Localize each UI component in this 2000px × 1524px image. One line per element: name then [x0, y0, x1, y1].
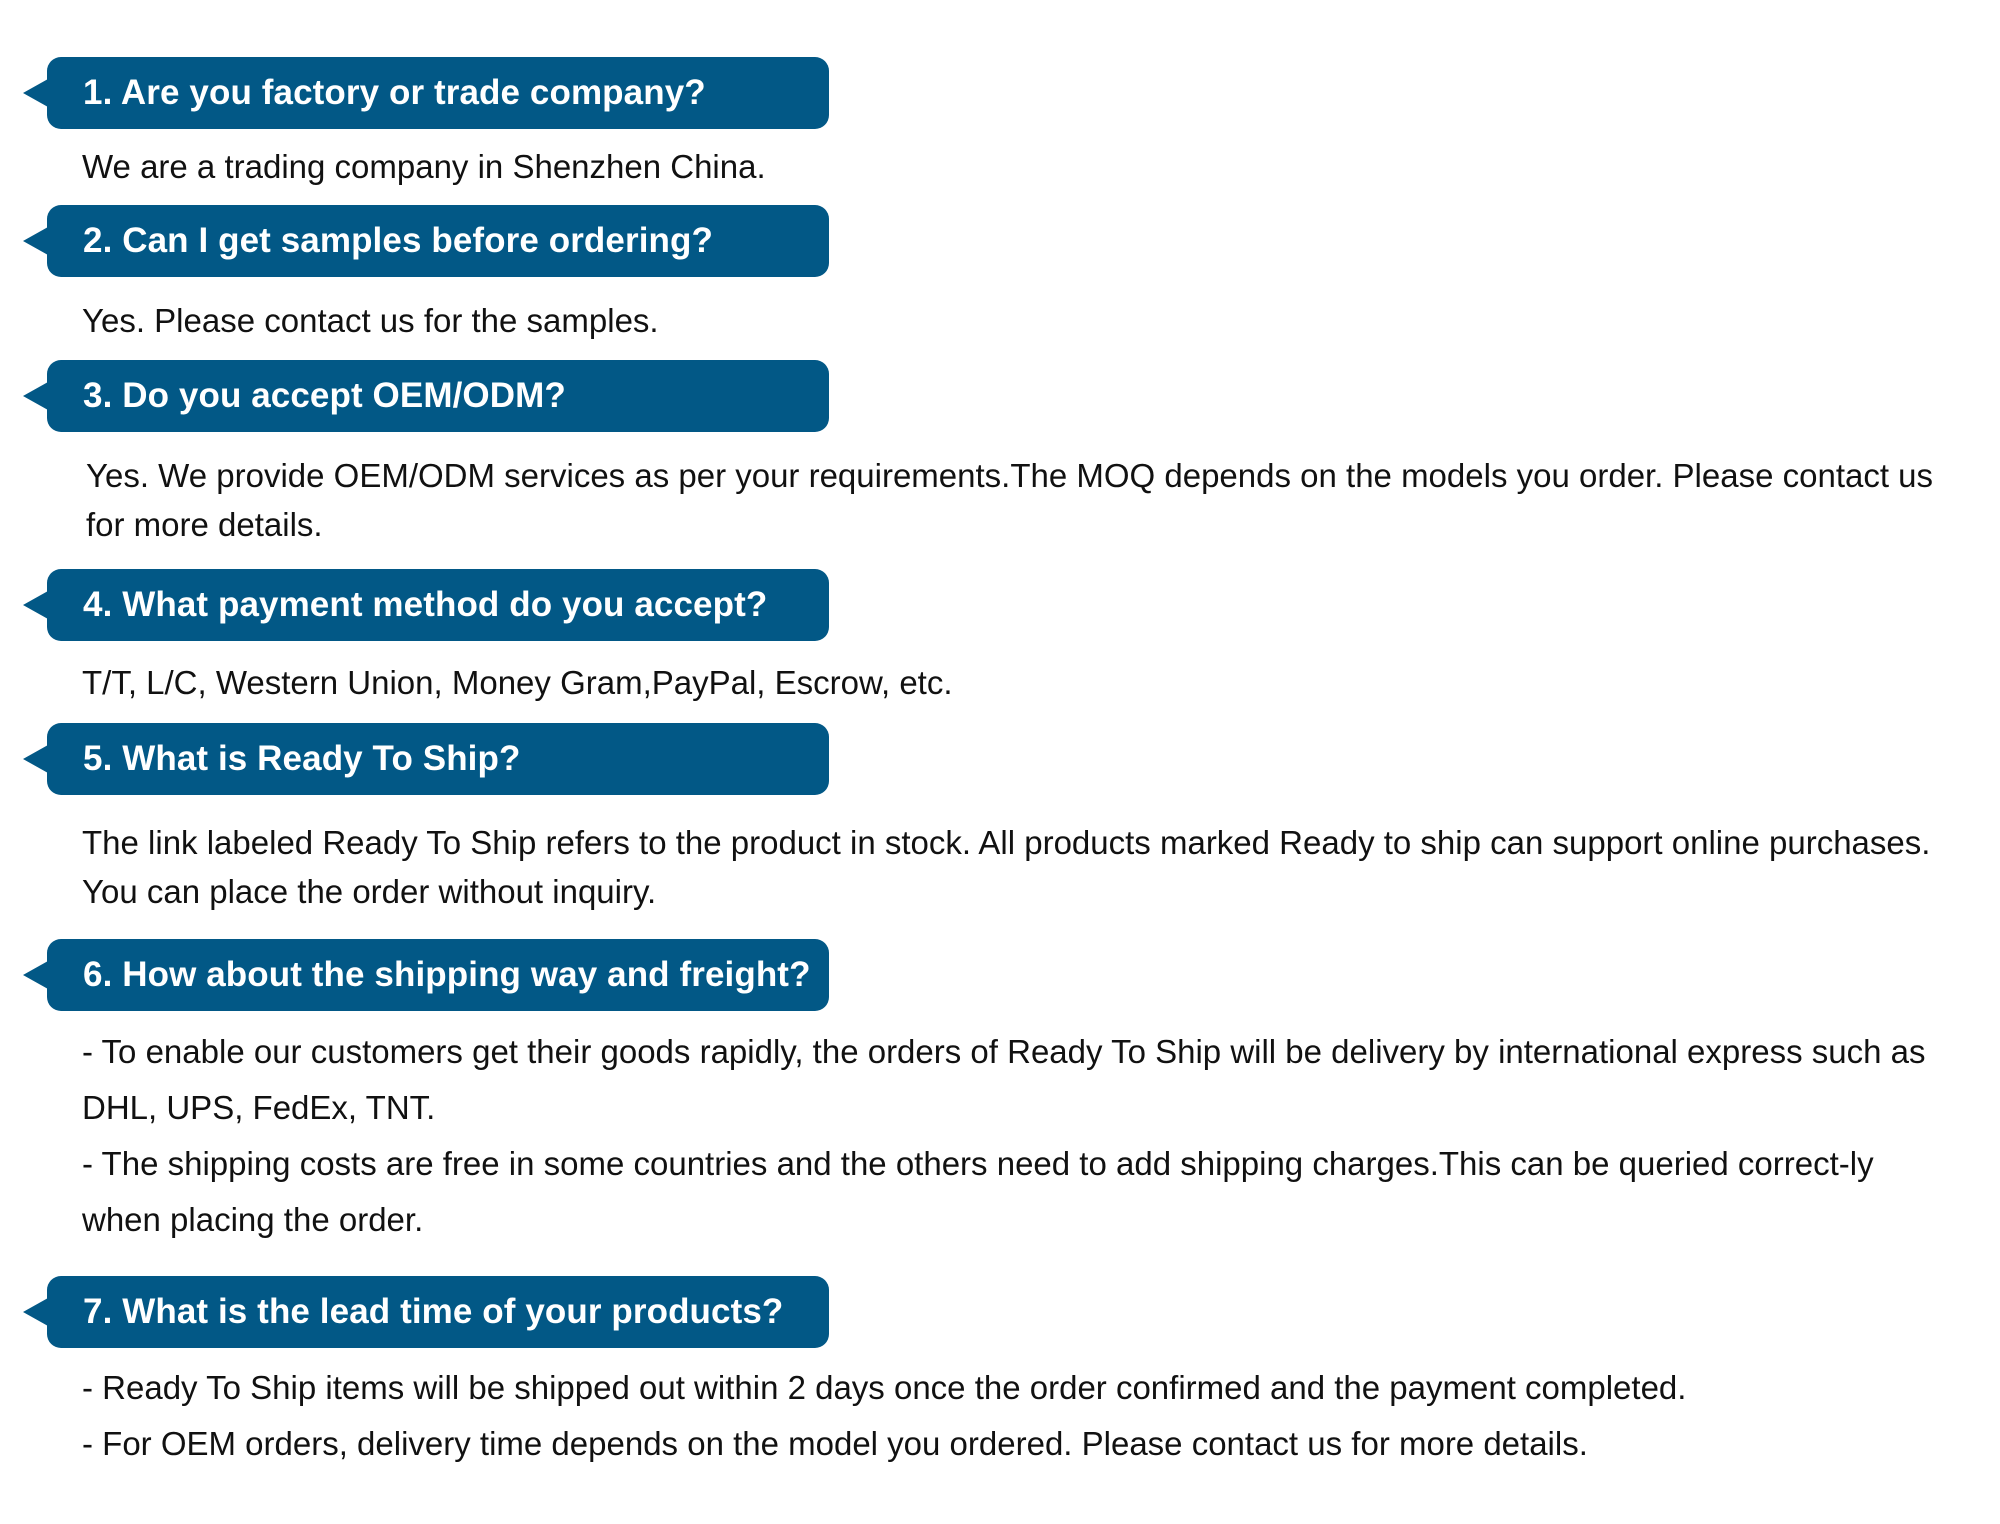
- answer-text: - For OEM orders, delivery time depends on the model you ordered. Please contact us for more details.: [82, 1425, 1588, 1462]
- faq-answer-7: [82, 1360, 1942, 1472]
- faq-answer-2: [82, 296, 1942, 345]
- faq-question-2: [47, 205, 829, 277]
- answer-text: The link labeled Ready To Ship refers to the product in stock. All products marked Ready to ship can support online purchases. You can place the order without inquiry.: [82, 824, 1931, 910]
- answer-text: Yes. Please contact us for the samples.: [82, 302, 659, 339]
- answer-text: T/T, L/C, Western Union, Money Gram,PayPal, Escrow, etc.: [82, 664, 953, 701]
- faq-answer-3: [86, 451, 1946, 549]
- faq-question-1: [47, 57, 829, 129]
- faq-question-5: [47, 723, 829, 795]
- faq-answer-4: [82, 658, 1942, 707]
- faq-question-4: [47, 569, 829, 641]
- question-text: 2. Can I get samples before ordering?: [83, 221, 713, 260]
- faq-question-6: [47, 939, 829, 1011]
- answer-text: - Ready To Ship items will be shipped out within 2 days once the order confirmed and the payment completed.: [82, 1369, 1687, 1406]
- answer-text: We are a trading company in Shenzhen China.: [82, 148, 766, 185]
- question-text: 7. What is the lead time of your products?: [83, 1292, 784, 1331]
- faq-question-7: [47, 1276, 829, 1348]
- answer-text: Yes. We provide OEM/ODM services as per your requirements.The MOQ depends on the models you order. Please contact us for more details.: [86, 457, 1934, 543]
- faq-answer-6: [82, 1024, 1942, 1248]
- question-text: 5. What is Ready To Ship?: [83, 739, 521, 778]
- answer-text: - To enable our customers get their goods rapidly, the orders of Ready To Ship will be delivery by international express such as DHL, UPS, FedEx, TNT.: [82, 1033, 1926, 1126]
- question-text: 3. Do you accept OEM/ODM?: [83, 376, 566, 415]
- answer-text: - The shipping costs are free in some countries and the others need to add shipping charges.This can be queried correct-ly when placing the order.: [82, 1145, 1874, 1238]
- faq-question-3: [47, 360, 829, 432]
- question-text: 1. Are you factory or trade company?: [83, 73, 706, 112]
- faq-answer-5: [82, 818, 1942, 916]
- question-text: 6. How about the shipping way and freight?: [83, 955, 811, 994]
- question-text: 4. What payment method do you accept?: [83, 585, 768, 624]
- faq-answer-1: [82, 142, 1942, 191]
